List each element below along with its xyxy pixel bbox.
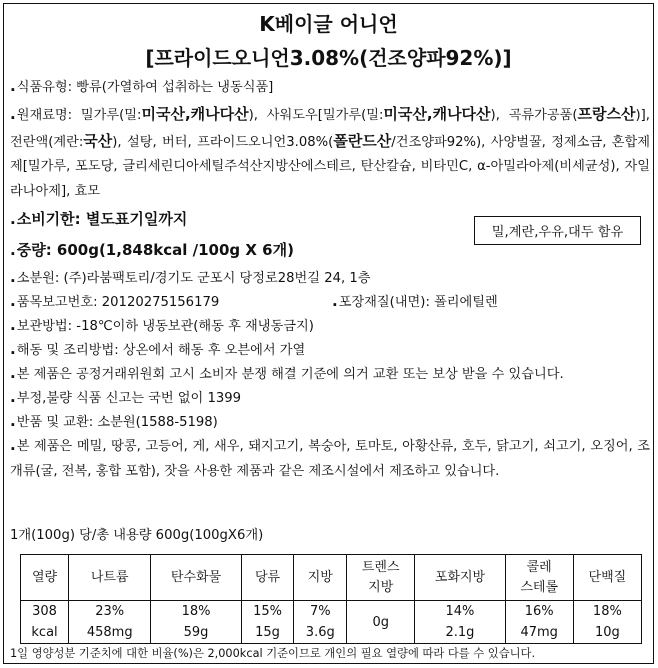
product-title: K베이글 어니언	[259, 12, 398, 36]
ingredients-paragraph	[10, 102, 650, 204]
packaging-line	[332, 289, 498, 315]
nutrition-basis: 1개(100g) 당/총 내용량 600g(100gX6개)	[10, 528, 264, 543]
value-bottom: 15g	[255, 625, 280, 640]
origin-bold: 미국산,캐나다산	[141, 105, 249, 123]
expiry-line	[10, 207, 187, 231]
nutrition-footnote: 1일 영양성분 기준치에 대한 비율(%)은 2,000kcal 기준이므로 개인의 필요 열량에 따라 다를 수 있습니다.	[10, 647, 536, 660]
header-line-2: 스테롤	[520, 579, 559, 595]
ingredients-label: 원재료명	[16, 108, 68, 123]
nutrition-header-energy	[21, 555, 69, 601]
facility-paragraph	[10, 433, 650, 484]
weight-label: 중량	[16, 241, 46, 259]
value-top: 308	[32, 604, 57, 619]
nutrition-value-cholesterol	[505, 601, 573, 644]
ingredients-text: ), 곡류가공품(	[490, 108, 578, 123]
nutrition-value-energy	[21, 601, 69, 644]
ingredients-text: : 밀가루(밀:	[67, 108, 142, 123]
nutrition-value-protein	[573, 601, 641, 644]
report-no-value: : 20120275156179	[93, 295, 220, 310]
value-bottom: kcal	[31, 625, 58, 640]
nutrition-value-carbohydrate	[151, 601, 241, 644]
return-line	[10, 409, 218, 435]
bullet-dot: .	[10, 412, 16, 430]
bullet-dot: .	[10, 292, 16, 310]
food-type-line	[10, 74, 273, 100]
seller-value: : (주)라붐팩토리/경기도 군포시 당정로28번길 24, 1층	[54, 271, 371, 286]
nutrition-header-saturated-fat	[415, 555, 505, 601]
expiry-label: 소비기한	[16, 210, 75, 228]
bullet-dot: .	[332, 292, 338, 310]
packaging-label: 포장재질(내면)	[338, 295, 426, 310]
weight-line	[10, 238, 294, 262]
header-line-1: 포화지방	[434, 569, 486, 585]
report-no-line	[10, 289, 219, 315]
product-subtitle: [프라이드오니언3.08%(건조양파92%)]	[145, 46, 512, 70]
allergy-box: 밀,계란,우유,대두 함유	[474, 216, 641, 245]
cooking-line	[10, 337, 305, 363]
value-top: 15%	[253, 604, 282, 619]
value-top: 0g	[372, 614, 389, 630]
bullet-dot: .	[10, 388, 16, 406]
seller-line	[10, 265, 371, 291]
seller-label: 소분원	[16, 271, 55, 286]
value-top: 16%	[524, 604, 554, 619]
value-bottom: 3.6g	[305, 625, 335, 640]
expiry-value: : 별도표기일까지	[74, 210, 188, 228]
nutrition-value-trans-fat	[347, 601, 415, 644]
nutrition-header-trans-fat	[347, 555, 415, 601]
ingredients-text: ), 사워도우[밀가루(밀:	[248, 108, 384, 123]
nutrition-value-fat	[294, 601, 347, 644]
ingredients-text: ), 설탕, 버터, 프라이드오니언3.08%(	[112, 134, 334, 150]
nutrition-value-saturated-fat	[415, 601, 505, 644]
origin-bold: 미국산,캐나다산	[383, 105, 491, 123]
bullet-dot: .	[10, 436, 16, 454]
nutrition-header-sugars	[241, 555, 294, 601]
value-bottom: 59g	[183, 625, 209, 640]
nutrition-value-sugars	[241, 601, 294, 644]
header-line-1: 탄수화물	[170, 569, 222, 585]
nutrition-value-sodium	[69, 601, 151, 644]
header-line-1: 지방	[307, 569, 333, 585]
value-bottom: 2.1g	[445, 625, 475, 640]
nutrition-value-row	[21, 601, 642, 644]
ingredients-text: )], 전란액(계란:	[10, 108, 650, 150]
value-top: 23%	[95, 604, 125, 619]
bullet-dot: .	[10, 364, 16, 382]
storage-value: : -18℃이하 냉동보관(해동 후 재냉동금지)	[67, 319, 314, 334]
report-no-label: 품목보고번호	[16, 295, 94, 310]
origin-bold: 국산	[83, 131, 113, 150]
nutrition-header-carbohydrate	[151, 555, 241, 601]
weight-value: : 600g(1,848kcal /100g X 6개)	[45, 241, 294, 259]
food-type-label: 식품유형	[16, 80, 68, 95]
header-line-1: 나트륨	[90, 569, 129, 585]
bullet-dot: .	[10, 105, 16, 123]
value-top: 14%	[445, 604, 475, 619]
return-text: 반품 및 교환: 소분원(1588-5198)	[16, 415, 218, 430]
product-label	[3, 3, 654, 664]
food-type-value: : 빵류(가열하여 섭취하는 냉동식품]	[67, 80, 274, 95]
facility-text: 본 제품은 메밀, 땅콩, 고등어, 게, 새우, 돼지고기, 복숭아, 토마토, 아황산류, 호두, 닭고기, 쇠고기, 오징어, 조개류(굴, 전복, 홍합 포함), 잣을 사용한 제품과 같은 제조시설에서 제조하고 있습니다.	[10, 439, 650, 479]
bullet-dot: .	[10, 268, 16, 286]
nutrition-header-protein	[573, 555, 641, 601]
value-bottom: 47mg	[520, 625, 558, 640]
value-top: 18%	[592, 604, 622, 619]
nutrition-header-fat	[294, 555, 347, 601]
header-line-1: 열량	[31, 569, 58, 585]
nutrition-header-row	[21, 555, 642, 601]
origin-bold: 폴란드산	[333, 131, 392, 150]
exchange-notice: 본 제품은 공정거래위원회 고시 소비자 분쟁 해결 기준에 의거 교환 또는 보상 받을 수 있습니다.	[16, 367, 564, 382]
cooking-label: 해동 및 조리방법	[16, 343, 115, 358]
header-line-1: 트렌스	[361, 559, 400, 575]
storage-label: 보관방법	[16, 319, 68, 334]
header-line-1: 단백질	[588, 569, 627, 585]
report-text: 부정,불량 식품 신고는 국번 없이 1399	[16, 391, 242, 406]
bullet-dot: .	[10, 210, 16, 228]
header-line-1: 당류	[254, 569, 281, 585]
value-bottom: 10g	[594, 625, 620, 640]
nutrition-header-sodium	[69, 555, 151, 601]
header-line-2: 지방	[368, 579, 394, 595]
bullet-dot: .	[10, 77, 16, 95]
nutrition-table	[20, 554, 642, 644]
bullet-dot: .	[10, 316, 16, 334]
header-line-1: 콜레	[526, 559, 552, 575]
nutrition-header-cholesterol	[505, 555, 573, 601]
value-top: 18%	[181, 604, 211, 619]
value-bottom: 458mg	[86, 625, 133, 640]
storage-line	[10, 313, 314, 339]
bullet-dot: .	[10, 340, 16, 358]
bullet-dot: .	[10, 241, 16, 259]
report-line	[10, 385, 241, 411]
ingredients-text: /건조양파92%), 사양벌꿀, 정제소금, 혼합제제[밀가루, 포도당, 글리세린디아세틸주석산지방산에스테르, 탄산칼슘, 비타민C, α-아밀라아제(비세균성), 자일라나아제], 효모	[10, 134, 651, 199]
origin-bold: 프랑스산	[577, 105, 636, 123]
value-top: 7%	[309, 604, 331, 619]
cooking-value: : 상온에서 해동 후 오븐에서 가열	[114, 343, 306, 358]
exchange-notice-line	[10, 361, 564, 387]
packaging-value: : 폴리에틸렌	[425, 295, 498, 310]
